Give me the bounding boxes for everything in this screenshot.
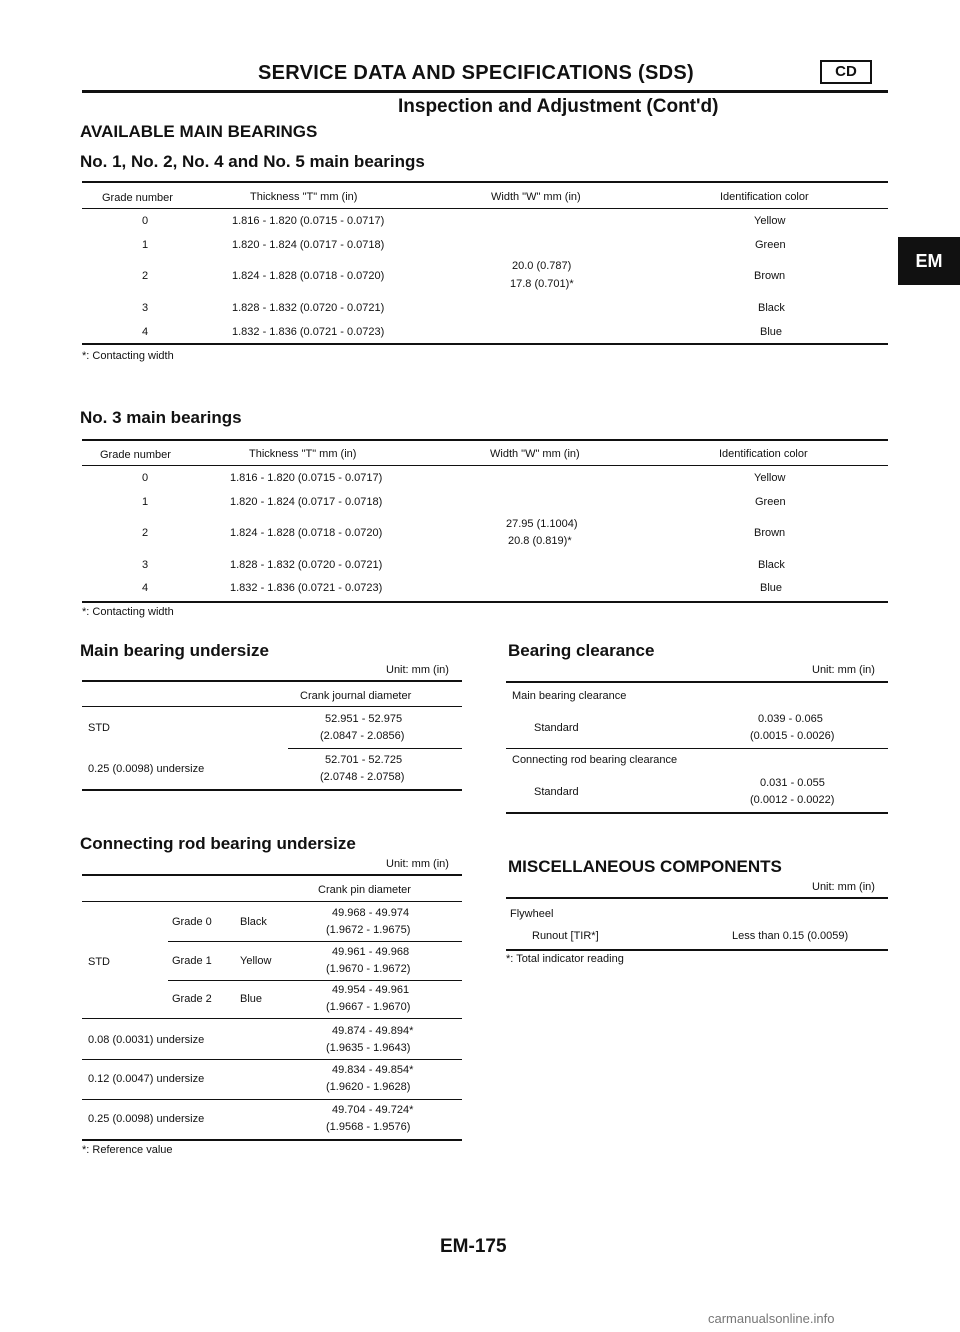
value-cell: 49.968 - 49.974 — [332, 907, 410, 919]
grade-cell: Grade 2 — [172, 993, 212, 1005]
em-section-tab[interactable]: EM — [898, 237, 960, 285]
header-rule — [82, 90, 888, 93]
value-cell: (2.0847 - 2.0856) — [320, 730, 405, 742]
thickness-cell: 1.824 - 1.828 (0.0718 - 0.0720) — [230, 527, 383, 539]
width-cell: 27.95 (1.1004) — [506, 518, 578, 530]
unit-label: Unit: mm (in) — [812, 664, 875, 676]
col-header-width: Width "W" mm (in) — [491, 191, 581, 203]
value-cell: (1.9670 - 1.9672) — [326, 963, 411, 975]
main-clearance-label: Main bearing clearance — [512, 690, 627, 702]
table-rule — [168, 941, 462, 942]
bearings-3-title: No. 3 main bearings — [80, 408, 242, 427]
table-rule — [82, 439, 888, 441]
section-title: AVAILABLE MAIN BEARINGS — [80, 122, 318, 141]
color-cell: Green — [755, 496, 786, 508]
main-undersize-title: Main bearing undersize — [80, 641, 269, 660]
cd-badge: CD — [820, 60, 872, 84]
standard-label: Standard — [534, 786, 579, 798]
col-header-width: Width "W" mm (in) — [490, 448, 580, 460]
thickness-cell: 1.820 - 1.824 (0.0717 - 0.0718) — [230, 496, 383, 508]
value-cell: 49.834 - 49.854* — [332, 1064, 414, 1076]
color-cell: Blue — [240, 993, 263, 1005]
color-cell: Black — [240, 916, 267, 928]
grade-cell: Grade 0 — [172, 916, 212, 928]
table-rule — [82, 874, 462, 876]
grade-cell: 0 — [142, 472, 149, 484]
table-rule — [506, 748, 888, 749]
value-cell: (1.9667 - 1.9670) — [326, 1001, 411, 1013]
color-cell: Yellow — [754, 472, 786, 484]
grade-cell: 2 — [142, 270, 149, 282]
table-rule — [82, 680, 462, 682]
value-cell: (1.9568 - 1.9576) — [326, 1121, 411, 1133]
thickness-cell: 1.832 - 1.836 (0.0721 - 0.0723) — [232, 326, 385, 338]
unit-label: Unit: mm (in) — [386, 858, 449, 870]
runout-value: Less than 0.15 (0.0059) — [732, 930, 849, 942]
watermark: carmanualsonline.info — [708, 1311, 835, 1326]
page-header-title: SERVICE DATA AND SPECIFICATIONS (SDS) — [258, 62, 694, 84]
col-header-color: Identification color — [720, 191, 809, 203]
flywheel-label: Flywheel — [510, 908, 554, 920]
col-header-color: Identification color — [719, 448, 808, 460]
footnote: *: Total indicator reading — [506, 953, 624, 965]
col-header-journal: Crank journal diameter — [300, 690, 412, 702]
table-rule — [82, 181, 888, 183]
table-rule — [82, 601, 888, 603]
grade-cell: 0 — [142, 215, 149, 227]
col-header-crank-pin: Crank pin diameter — [318, 884, 411, 896]
value-cell: (1.9635 - 1.9643) — [326, 1042, 411, 1054]
thickness-cell: 1.816 - 1.820 (0.0715 - 0.0717) — [230, 472, 383, 484]
color-cell: Yellow — [754, 215, 786, 227]
runout-label: Runout [TIR*] — [532, 930, 599, 942]
row-label: 0.25 (0.0098) undersize — [88, 1113, 205, 1125]
table-rule — [82, 1139, 462, 1141]
table-rule — [82, 208, 888, 209]
value-cell: 0.039 - 0.065 — [758, 713, 823, 725]
grade-cell: 2 — [142, 527, 149, 539]
table-rule — [506, 681, 888, 683]
table-rule — [82, 465, 888, 466]
value-cell: (1.9672 - 1.9675) — [326, 924, 411, 936]
value-cell: (0.0012 - 0.0022) — [750, 794, 835, 806]
std-label: STD — [88, 956, 110, 968]
row-label: STD — [88, 722, 110, 734]
unit-label: Unit: mm (in) — [386, 664, 449, 676]
table-rule — [82, 706, 462, 707]
grade-cell: 4 — [142, 582, 149, 594]
col-header-thickness: Thickness "T" mm (in) — [249, 448, 357, 460]
value-cell: (1.9620 - 1.9628) — [326, 1081, 411, 1093]
grade-cell: 3 — [142, 302, 149, 314]
thickness-cell: 1.816 - 1.820 (0.0715 - 0.0717) — [232, 215, 385, 227]
footnote: *: Reference value — [82, 1144, 173, 1156]
grade-cell: Grade 1 — [172, 955, 212, 967]
grade-cell: 3 — [142, 559, 149, 571]
table-rule — [82, 1059, 462, 1060]
col-header-grade: Grade number — [100, 449, 171, 461]
grade-cell: 4 — [142, 326, 149, 338]
col-header-thickness: Thickness "T" mm (in) — [250, 191, 358, 203]
grade-cell: 1 — [142, 496, 149, 508]
footnote: *: Contacting width — [82, 606, 174, 618]
value-cell: 0.031 - 0.055 — [760, 777, 825, 789]
table-rule — [82, 1018, 462, 1019]
footnote: *: Contacting width — [82, 350, 174, 362]
table-rule — [82, 789, 462, 791]
table-rule — [82, 343, 888, 345]
table-rule — [168, 980, 462, 981]
table-rule — [82, 1099, 462, 1100]
value-cell: 49.704 - 49.724* — [332, 1104, 414, 1116]
row-label: 0.08 (0.0031) undersize — [88, 1034, 205, 1046]
grade-cell: 1 — [142, 239, 149, 251]
color-cell: Green — [755, 239, 786, 251]
width-cell: 20.0 (0.787) — [512, 260, 572, 272]
color-cell: Blue — [760, 582, 783, 594]
bearings-1245-title: No. 1, No. 2, No. 4 and No. 5 main bearings — [80, 152, 425, 171]
value-cell: (2.0748 - 2.0758) — [320, 771, 405, 783]
color-cell: Yellow — [240, 955, 272, 967]
unit-label: Unit: mm (in) — [812, 881, 875, 893]
page-number: EM-175 — [440, 1236, 507, 1257]
rod-undersize-title: Connecting rod bearing undersize — [80, 834, 356, 853]
color-cell: Black — [758, 302, 785, 314]
thickness-cell: 1.828 - 1.832 (0.0720 - 0.0721) — [230, 559, 383, 571]
row-label: 0.12 (0.0047) undersize — [88, 1073, 205, 1085]
page-header-subtitle: Inspection and Adjustment (Cont'd) — [398, 96, 719, 117]
value-cell: 49.961 - 49.968 — [332, 946, 410, 958]
thickness-cell: 1.828 - 1.832 (0.0720 - 0.0721) — [232, 302, 385, 314]
table-rule — [82, 901, 462, 902]
rod-clearance-label: Connecting rod bearing clearance — [512, 754, 678, 766]
color-cell: Brown — [754, 527, 786, 539]
value-cell: 49.874 - 49.894* — [332, 1025, 414, 1037]
thickness-cell: 1.824 - 1.828 (0.0718 - 0.0720) — [232, 270, 385, 282]
clearance-title: Bearing clearance — [508, 641, 655, 660]
color-cell: Blue — [760, 326, 783, 338]
table-rule — [506, 897, 888, 899]
table-rule — [506, 949, 888, 951]
width-cell: 17.8 (0.701)* — [510, 278, 574, 290]
col-header-grade: Grade number — [102, 192, 173, 204]
row-label: 0.25 (0.0098) undersize — [88, 763, 205, 775]
table-rule — [288, 748, 462, 749]
color-cell: Black — [758, 559, 785, 571]
standard-label: Standard — [534, 722, 579, 734]
color-cell: Brown — [754, 270, 786, 282]
value-cell: (0.0015 - 0.0026) — [750, 730, 835, 742]
value-cell: 52.951 - 52.975 — [325, 713, 403, 725]
table-rule — [506, 812, 888, 814]
value-cell: 49.954 - 49.961 — [332, 984, 410, 996]
thickness-cell: 1.820 - 1.824 (0.0717 - 0.0718) — [232, 239, 385, 251]
width-cell: 20.8 (0.819)* — [508, 535, 572, 547]
thickness-cell: 1.832 - 1.836 (0.0721 - 0.0723) — [230, 582, 383, 594]
value-cell: 52.701 - 52.725 — [325, 754, 403, 766]
misc-title: MISCELLANEOUS COMPONENTS — [508, 857, 782, 876]
